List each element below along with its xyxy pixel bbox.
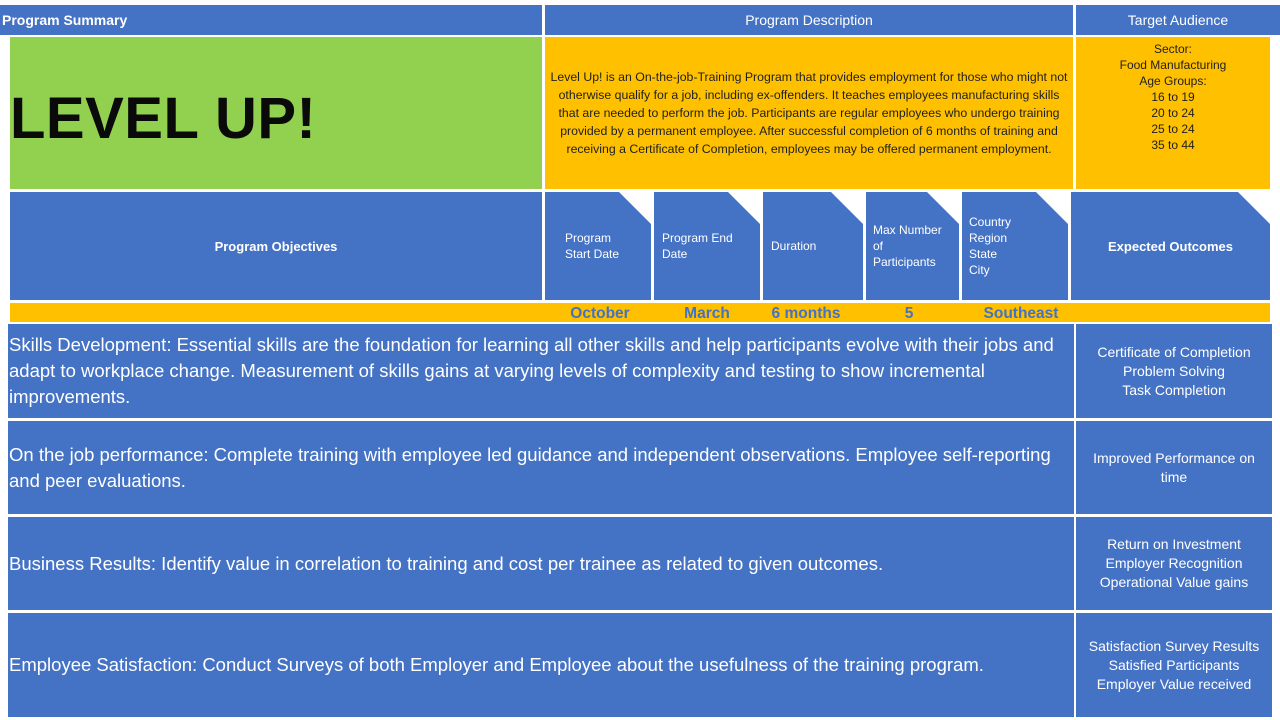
max-participants-header-line: Max Number [873, 223, 942, 237]
age-group-item: 20 to 24 [1151, 106, 1195, 120]
outcome-item: Certificate of Completion [1097, 343, 1251, 360]
outcome-cell [1076, 517, 1272, 610]
outcome-item: Satisfaction Survey Results [1088, 637, 1260, 654]
title-cell [10, 37, 542, 189]
objective-row [8, 421, 1074, 514]
start-date-value: October [570, 305, 630, 322]
program-objectives-label: Program Objectives [214, 238, 338, 254]
program-description-text: Level Up! is an On-the-job-Training Program that provides employment for those who might not otherwise qualify for a job, including ex-offenders. It teaches employees manufacturing skills that are needed to perform the job. Participants are regular employees who undergo training provided by a permanent employee. After successful completion of 6 months of training and receiving a Certificate of Completion, employees may be offered permanent employment. [550, 70, 1068, 156]
header-program-description [545, 5, 1073, 35]
objective-text: Skills Development: Essential skills are the foundation for learning all other skills and help participants evolve with their jobs and adapt to workplace change. Measurement of skills gains at varying levels of complexity and testing to show incremental improvements. [9, 334, 1054, 407]
program-objectives-header [10, 192, 542, 300]
outcome-item: Satisfied Participants [1108, 656, 1240, 673]
location-header-line: Country [969, 215, 1012, 229]
outcome-item: Employer Value received [1096, 675, 1252, 692]
max-participants-header-line: Participants [873, 255, 936, 269]
age-group-item: 35 to 44 [1151, 138, 1195, 152]
expected-outcomes-header [1071, 192, 1270, 300]
outcome-item: Employer Recognition [1105, 555, 1243, 571]
location-header [962, 192, 1068, 300]
program-title: LEVEL UP! [10, 86, 317, 151]
header-program-summary-label: Program Summary [2, 12, 128, 28]
outcome-item: Task Completion [1122, 381, 1226, 398]
end-date-header [654, 192, 760, 300]
outcome-item: Operational Value gains [1099, 574, 1249, 590]
end-date-header-line: Date [662, 247, 688, 261]
outcome-cell [1076, 421, 1272, 514]
max-participants-header-line: of [873, 239, 884, 253]
objective-text: Business Results: Identify value in correlation to training and cost per trainee as related to given outcomes. [9, 552, 884, 574]
duration-header-line: Duration [771, 239, 817, 253]
outcome-cell [1076, 324, 1272, 418]
header-program-description-label: Program Description [745, 12, 873, 28]
outcome-item: Improved Performance on time [1093, 449, 1255, 485]
location-header-line: State [969, 247, 998, 261]
expected-outcomes-label: Expected Outcomes [1108, 238, 1233, 254]
sector-label: Sector: [1153, 42, 1192, 56]
max-participants-value: 5 [904, 305, 914, 322]
header-program-summary [0, 5, 542, 35]
header-target-audience-label: Target Audience [1127, 12, 1229, 28]
objective-row [8, 613, 1074, 717]
program-description-cell [545, 37, 1073, 189]
objective-row [8, 324, 1074, 418]
location-header-line: Region [969, 231, 1008, 245]
sector-value: Food Manufacturing [1119, 58, 1227, 72]
max-participants-header [866, 192, 959, 300]
end-date-header-line: Program End [662, 231, 733, 245]
start-date-header-line: Program [565, 231, 612, 245]
objective-text: Employee Satisfaction: Conduct Surveys of both Employer and Employee about the usefulness of the training program. [9, 654, 984, 675]
objective-text: On the job performance: Complete training with employee led guidance and independent observations. Employee self-reporting and peer evaluations. [9, 443, 1051, 491]
header-target-audience [1076, 5, 1280, 35]
target-audience-cell [1076, 37, 1270, 189]
duration-value: 6 months [771, 305, 841, 322]
end-date-value: March [684, 305, 730, 322]
start-date-header-line: Start Date [565, 247, 620, 261]
outcome-cell [1076, 613, 1272, 717]
outcome-item: Problem Solving [1123, 362, 1225, 379]
objective-row [8, 517, 1074, 610]
duration-header [763, 192, 863, 300]
start-date-header [545, 192, 651, 300]
age-group-item: 16 to 19 [1151, 90, 1195, 104]
location-value: Southeast [983, 305, 1059, 322]
location-header-line: City [969, 263, 990, 277]
outcome-item: Return on Investment [1107, 536, 1241, 552]
age-group-item: 25 to 24 [1151, 122, 1195, 136]
age-groups-label: Age Groups: [1139, 74, 1207, 88]
